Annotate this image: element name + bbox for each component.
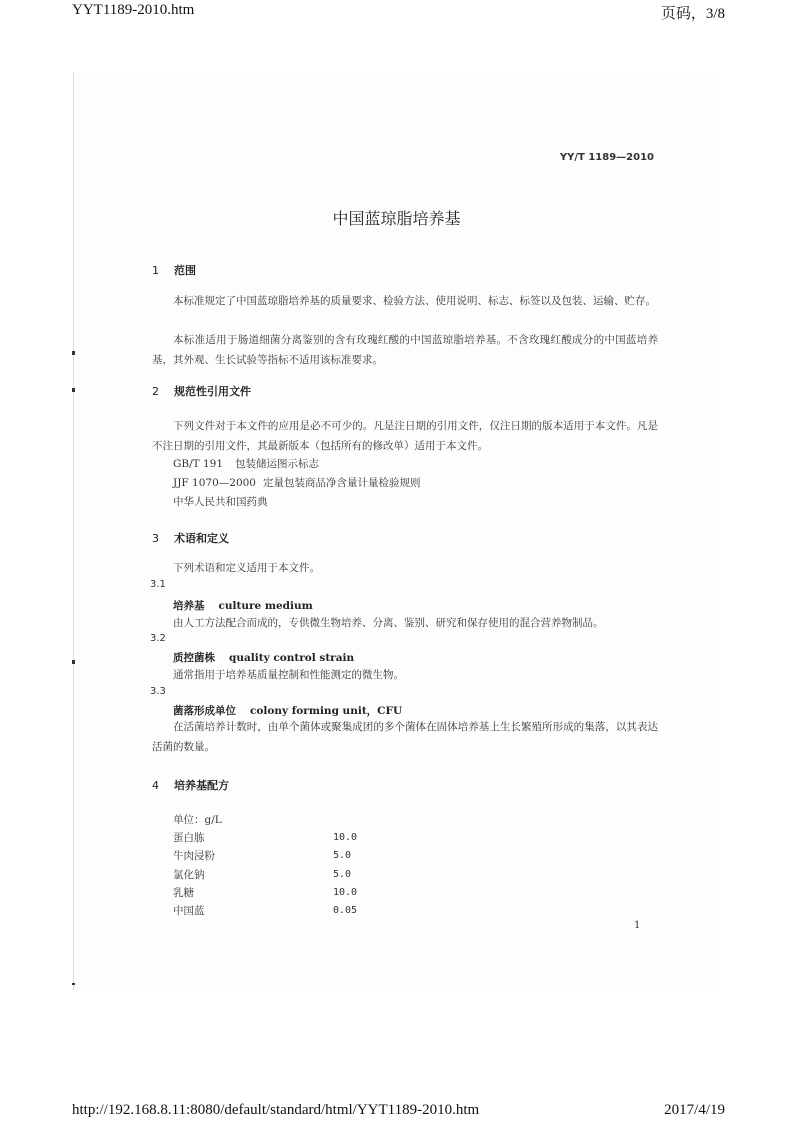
component-name: 蛋白胨 xyxy=(173,831,205,844)
term-definition: 在活菌培养计数时，由单个菌体或聚集成团的多个菌体在固体培养基上生长繁殖所形成的集落，以其表达活菌的数量。 xyxy=(152,721,658,753)
header-filename: YYT1189-2010.htm xyxy=(72,2,195,18)
component-amount: 5.0 xyxy=(333,868,352,880)
term-definition: 通常指用于培养基质量控制和性能测定的微生物。 xyxy=(173,669,404,681)
reference-item xyxy=(173,494,268,509)
term-chinese: 培养基 xyxy=(173,600,205,612)
term-number: 3.2 xyxy=(150,633,166,644)
scan-mark xyxy=(72,351,75,355)
print-footer xyxy=(0,1100,793,1124)
formula-table xyxy=(173,810,357,920)
section-title: 范围 xyxy=(174,264,196,277)
term-english: colony forming unit，CFU xyxy=(250,705,403,717)
scope-paragraph-1: 本标准规定了中国蓝琼脂培养基的质量要求、检验方法、使用说明、标志、标签以及包装、运输、贮存。 xyxy=(173,295,656,307)
term-name xyxy=(173,598,313,613)
standard-code: YY/T 1189—2010 xyxy=(559,152,654,163)
header-page-indicator: 页码，3/8 xyxy=(660,6,725,22)
term-name xyxy=(173,703,402,718)
component-name: 中国蓝 xyxy=(173,905,205,918)
section-heading-scope xyxy=(152,262,196,278)
section-heading-terms xyxy=(152,530,229,546)
term-english: quality control strain xyxy=(229,652,355,664)
references-paragraph: 下列文件对于本文件的应用是必不可少的。凡是注日期的引用文件，仅注日期的版本适用于本文件。凡是不注日期的引用文件，其最新版本（包括所有的修改单）适用于本文件。 xyxy=(152,420,658,452)
table-row xyxy=(173,828,357,846)
section-heading-normative-references xyxy=(152,383,251,399)
component-name: 乳糖 xyxy=(173,886,194,899)
term-name xyxy=(173,650,354,665)
table-row xyxy=(173,883,357,901)
reference-code: JJF 1070—2000 xyxy=(173,477,256,489)
section-title: 术语和定义 xyxy=(174,532,229,545)
term-english: culture medium xyxy=(218,600,313,612)
component-name: 氯化钠 xyxy=(173,868,205,881)
document-title: 中国蓝琼脂培养基 xyxy=(332,209,461,228)
footer-url: http://192.168.8.11:8080/default/standard/html/YYT1189-2010.htm xyxy=(72,1102,480,1118)
section-number: 1 xyxy=(152,264,159,277)
scan-mark xyxy=(72,983,75,985)
reference-item xyxy=(173,456,319,471)
component-amount: 0.05 xyxy=(333,905,358,917)
term-chinese: 菌落形成单位 xyxy=(173,705,236,717)
unit-label: 单位：g/L xyxy=(173,813,222,826)
section-number: 4 xyxy=(152,779,159,792)
term-number: 3.3 xyxy=(150,686,166,697)
terms-intro: 下列术语和定义适用于本文件。 xyxy=(173,562,320,574)
component-amount: 10.0 xyxy=(333,886,358,898)
table-row xyxy=(173,810,357,828)
component-amount: 10.0 xyxy=(333,831,358,843)
page-number: 1 xyxy=(634,920,641,931)
component-amount: 5.0 xyxy=(333,850,352,862)
section-number: 3 xyxy=(152,532,159,545)
section-heading-formula xyxy=(152,777,229,793)
table-row xyxy=(173,901,357,919)
reference-title: 包装储运图示标志 xyxy=(235,458,319,470)
scan-mark xyxy=(72,660,75,664)
footer-date: 2017/4/19 xyxy=(664,1102,725,1118)
table-row xyxy=(173,865,357,883)
section-title: 培养基配方 xyxy=(174,779,229,792)
scan-mark xyxy=(72,388,75,392)
term-chinese: 质控菌株 xyxy=(173,652,215,664)
reference-title: 中华人民共和国药典 xyxy=(173,496,268,508)
component-name: 牛肉浸粉 xyxy=(173,850,215,863)
term-definition: 由人工方法配合而成的，专供微生物培养、分离、鉴别、研究和保存使用的混合营养物制品。 xyxy=(173,617,604,629)
section-number: 2 xyxy=(152,385,159,398)
reference-item xyxy=(173,475,421,490)
print-header xyxy=(0,0,793,24)
table-row xyxy=(173,847,357,865)
scope-paragraph-2: 本标准适用于肠道细菌分离鉴别的含有玫瑰红酸的中国蓝琼脂培养基。不含玫瑰红酸成分的中国蓝培养基，其外观、生长试验等指标不适用该标准要求。 xyxy=(152,334,658,366)
term-number: 3.1 xyxy=(150,579,166,590)
reference-title: 定量包装商品净含量计量检验规则 xyxy=(263,477,421,489)
section-title: 规范性引用文件 xyxy=(174,385,251,398)
reference-code: GB/T 191 xyxy=(173,458,224,470)
